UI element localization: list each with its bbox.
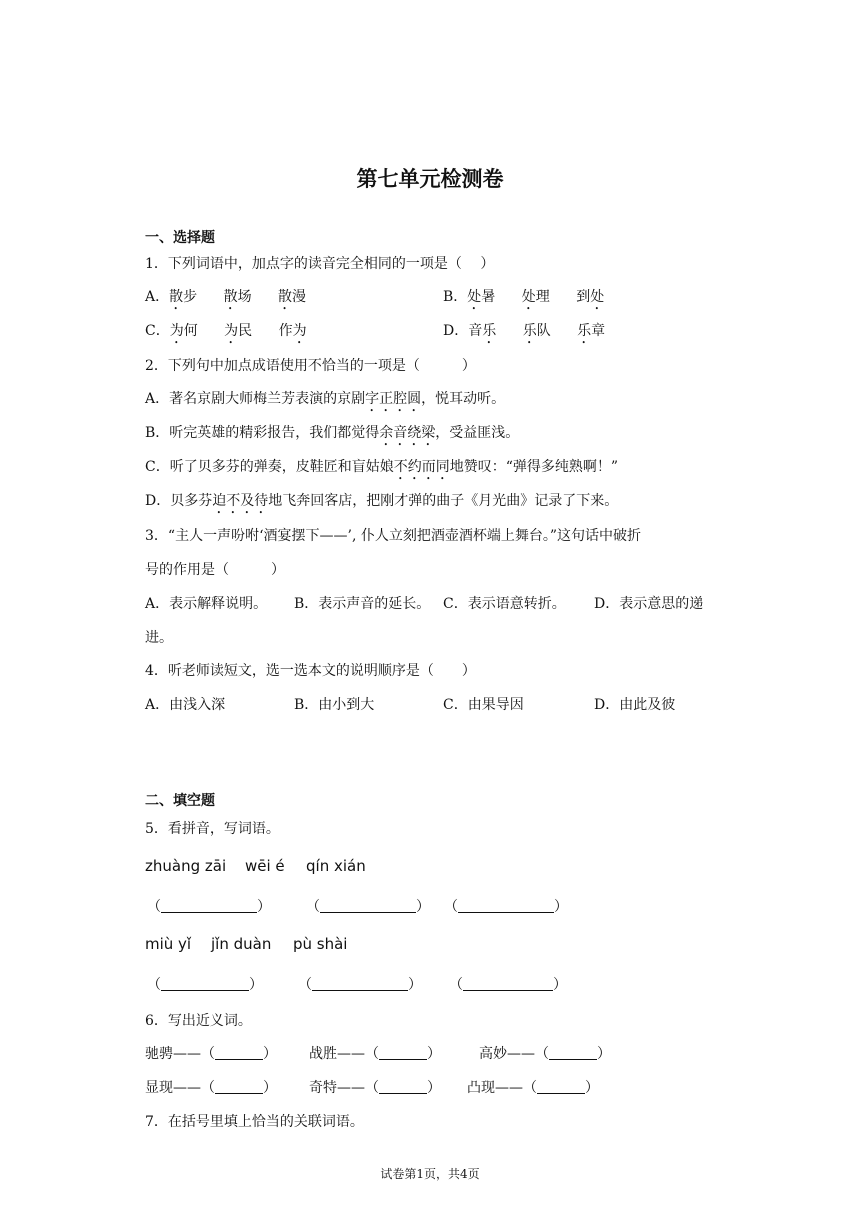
- synonym-item: [479, 1043, 611, 1063]
- q2-option-d: [145, 490, 618, 517]
- blank-line[interactable]: [312, 978, 408, 991]
- word-char: 到: [576, 289, 591, 305]
- synonym-item: [309, 1077, 441, 1097]
- dash-bracket: ——（: [507, 1046, 549, 1062]
- q2-option-a: [145, 388, 505, 415]
- bracket: （: [147, 899, 161, 915]
- word-char: 章: [591, 323, 606, 339]
- option-text: ，悦耳动听。: [421, 391, 506, 407]
- bracket: （: [306, 899, 320, 915]
- blank-line[interactable]: [161, 900, 257, 913]
- synonym-word: 高妙: [479, 1046, 507, 1062]
- dotted-char: 散: [223, 289, 238, 305]
- dotted-idiom: 不约而同: [393, 459, 450, 475]
- q3-option-c: C．表示语意转折。: [443, 596, 566, 612]
- dotted-idiom: 字正腔圆: [365, 391, 422, 407]
- q1-option-a: [145, 286, 306, 313]
- dotted-char: 为: [169, 323, 184, 339]
- answer-blank[interactable]: [306, 896, 430, 916]
- word-char: 作: [278, 323, 293, 339]
- question-3-stem-line1: 3．“主人一声吩咐‘酒宴摆下——’, 仆人立刻把酒壶酒杯端上舞台。”这句话中破折: [145, 528, 642, 544]
- exam-title: 第七单元检测卷: [356, 167, 504, 191]
- q1-option-c: [145, 320, 307, 347]
- word-char: 何: [183, 323, 198, 339]
- bracket: ）: [554, 899, 568, 915]
- option-text: 地赞叹：“弹得多纯熟啊！”: [449, 459, 619, 475]
- dotted-char: 乐: [482, 323, 497, 339]
- q3-option-d: D．表示意思的递: [594, 596, 704, 612]
- option-text: D．贝多芬: [145, 493, 213, 509]
- dash-bracket: ——（: [495, 1080, 537, 1096]
- q3-option-a: A．表示解释说明。: [145, 596, 268, 612]
- word-char: 队: [536, 323, 551, 339]
- page-footer: 试卷第1页，共4页: [380, 1167, 480, 1181]
- synonym-word: 凸现: [467, 1080, 495, 1096]
- blank-line[interactable]: [379, 1047, 427, 1060]
- pinyin-item: miù yǐ: [145, 935, 192, 953]
- pinyin-item: wēi é: [245, 857, 285, 875]
- word-char: 暑: [481, 289, 496, 305]
- q2-option-c: [145, 456, 618, 483]
- blank-line[interactable]: [215, 1047, 263, 1060]
- synonym-word: 奇特: [309, 1080, 337, 1096]
- dotted-char: 乐: [522, 323, 537, 339]
- dash-bracket: ——（: [173, 1080, 215, 1096]
- synonym-word: 驰骋: [145, 1046, 173, 1062]
- blank-line[interactable]: [537, 1081, 585, 1094]
- bracket: （: [444, 899, 458, 915]
- blank-line[interactable]: [458, 900, 554, 913]
- synonym-item: [145, 1043, 277, 1063]
- synonym-item: [309, 1043, 441, 1063]
- dotted-char: 处: [467, 289, 482, 305]
- q4-option-c: C．由果导因: [443, 697, 524, 713]
- pinyin-item: zhuàng zāi: [145, 857, 227, 875]
- question-5-stem: 5．看拼音，写词语。: [145, 821, 280, 837]
- bracket: ）: [585, 1080, 599, 1096]
- question-2-stem: 2．下列句中加点成语使用不恰当的一项是（ ）: [145, 358, 476, 374]
- dotted-idiom: 迫不及待: [212, 493, 269, 509]
- answer-blank[interactable]: [147, 974, 263, 994]
- answer-blank[interactable]: [298, 974, 422, 994]
- bracket: ）: [597, 1046, 611, 1062]
- dotted-char: 散: [278, 289, 293, 305]
- word-char: 音: [468, 323, 483, 339]
- answer-blank[interactable]: [449, 974, 567, 994]
- blank-line[interactable]: [379, 1081, 427, 1094]
- question-7-stem: 7．在括号里填上恰当的关联词语。: [145, 1114, 364, 1130]
- bracket: ）: [427, 1080, 441, 1096]
- q4-option-b: B．由小到大: [294, 697, 375, 713]
- dotted-char: 处: [590, 289, 605, 305]
- option-label: C．: [145, 323, 170, 339]
- bracket: ）: [257, 899, 271, 915]
- bracket: ）: [263, 1046, 277, 1062]
- dotted-char: 为: [224, 323, 239, 339]
- dotted-char: 为: [292, 323, 307, 339]
- option-text: ，受益匪浅。: [435, 425, 520, 441]
- question-1-stem: 1．下列词语中，加点字的读音完全相同的一项是（ ）: [145, 256, 495, 272]
- section-heading-choice: 一、选择题: [145, 230, 215, 246]
- dotted-char: 处: [521, 289, 536, 305]
- bracket: （: [449, 977, 463, 993]
- synonym-word: 显现: [145, 1080, 173, 1096]
- q4-option-a: A．由浅入深: [145, 697, 226, 713]
- option-label: D．: [443, 323, 469, 339]
- question-6-stem: 6．写出近义词。: [145, 1013, 252, 1029]
- pinyin-item: pù shài: [293, 935, 348, 953]
- q3-option-b: B．表示声音的延长。: [294, 596, 431, 612]
- dotted-char: 散: [169, 289, 184, 305]
- q2-option-b: [145, 422, 519, 449]
- pinyin-item: qín xián: [306, 857, 366, 875]
- blank-line[interactable]: [161, 978, 249, 991]
- q1-option-b: [443, 286, 604, 313]
- answer-blank[interactable]: [147, 896, 271, 916]
- option-label: B．: [443, 289, 468, 305]
- bracket: ）: [553, 977, 567, 993]
- dash-bracket: ——（: [337, 1080, 379, 1096]
- blank-line[interactable]: [215, 1081, 263, 1094]
- bracket: ）: [408, 977, 422, 993]
- option-text: A．著名京剧大师梅兰芳表演的京剧: [145, 391, 366, 407]
- blank-line[interactable]: [463, 978, 553, 991]
- option-text: B．听完英雄的精彩报告，我们都觉得: [145, 425, 380, 441]
- answer-blank[interactable]: [444, 896, 568, 916]
- dash-bracket: ——（: [173, 1046, 215, 1062]
- word-char: 民: [238, 323, 253, 339]
- option-text: 地飞奔回客店，把刚才弹的曲子《月光曲》记录了下来。: [268, 493, 619, 509]
- synonym-word: 战胜: [309, 1046, 337, 1062]
- question-4-stem: 4．听老师读短文，选一选本文的说明顺序是（ ）: [145, 663, 476, 679]
- option-label: A．: [145, 289, 170, 305]
- bracket: （: [298, 977, 312, 993]
- word-char: 漫: [292, 289, 307, 305]
- dash-bracket: ——（: [337, 1046, 379, 1062]
- word-char: 理: [535, 289, 550, 305]
- dotted-char: 乐: [577, 323, 592, 339]
- bracket: ）: [416, 899, 430, 915]
- bracket: ）: [263, 1080, 277, 1096]
- section-heading-fill: 二、填空题: [145, 793, 215, 809]
- synonym-item: [467, 1077, 599, 1097]
- blank-line[interactable]: [320, 900, 416, 913]
- bracket: ）: [249, 977, 263, 993]
- dotted-idiom: 余音绕梁: [379, 425, 436, 441]
- q4-option-d: D．由此及彼: [594, 697, 676, 713]
- pinyin-item: jǐn duàn: [211, 935, 272, 953]
- blank-line[interactable]: [549, 1047, 597, 1060]
- question-3-stem-line2: 号的作用是（ ）: [145, 562, 285, 578]
- option-text: C．听了贝多芬的弹奏，皮鞋匠和盲姑娘: [145, 459, 394, 475]
- bracket: （: [147, 977, 161, 993]
- q1-option-d: [443, 320, 605, 347]
- bracket: ）: [427, 1046, 441, 1062]
- word-char: 场: [237, 289, 252, 305]
- q3-option-d-continued: 进。: [145, 630, 173, 646]
- synonym-item: [145, 1077, 277, 1097]
- word-char: 步: [183, 289, 198, 305]
